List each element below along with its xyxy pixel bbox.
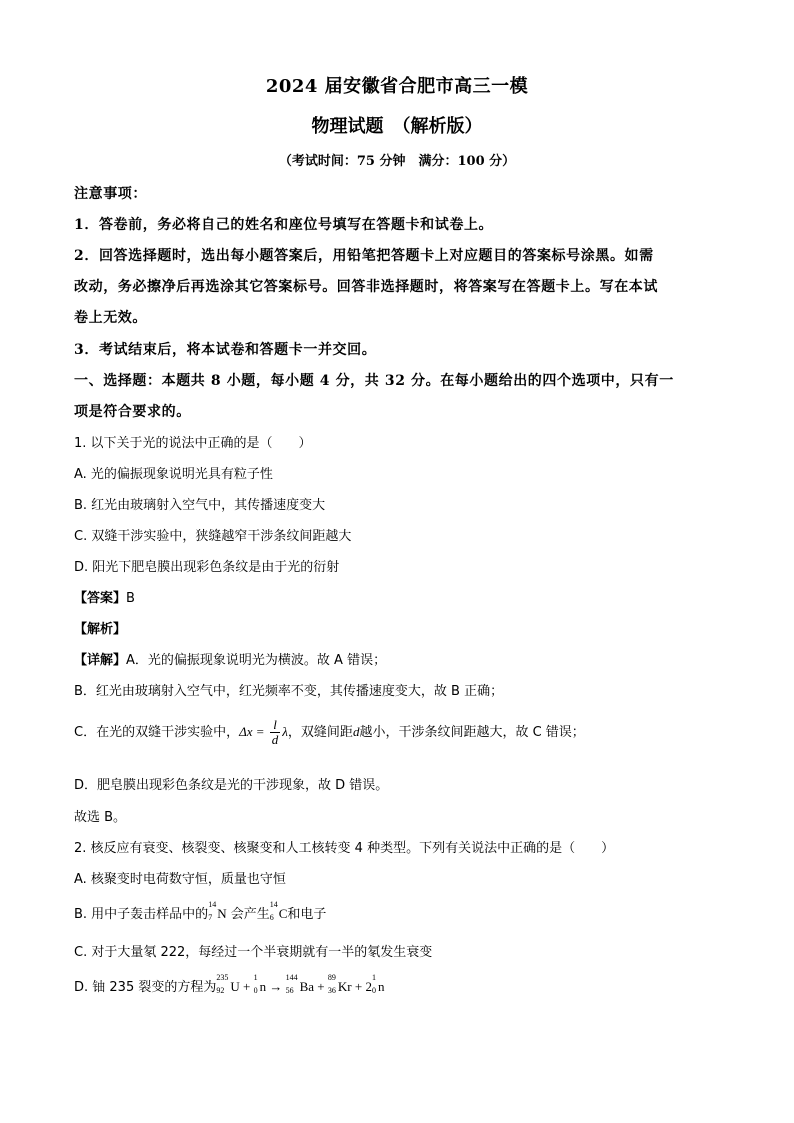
section-heading-line-2: 项是符合要求的。 [74,404,191,420]
question-1-detail-a [74,649,386,668]
question-1-option-c: C. 双缝干涉实验中，狭缝越窄干涉条纹间距越大 [74,529,352,544]
detail-a-text: A．光的偏振现象说明光为横波。故 A 错误； [126,653,387,668]
detail-c-pre: C．在光的双缝干涉实验中， [74,725,240,740]
answer-value: B [126,591,135,606]
question-1-answer [74,587,135,606]
notice-item-1: 1．答卷前，务必将自己的姓名和座位号填写在答题卡和试卷上。 [74,217,494,233]
detail-c-post: ，双缝间距 [287,725,353,740]
question-1-detail-c [74,718,585,747]
question-1-detail-d: D．肥皂膜出现彩色条纹是光的干涉现象，故 D 错误。 [74,778,389,793]
question-2-stem: 2. 核反应有衰变、核裂变、核聚变和人工核转变 4 种类型。下列有关说法中正确的是（ ） [74,841,615,856]
formula-delta-x: Δx = [239,724,268,739]
detail-tag: 【详解】 [74,653,127,668]
detail-c-d: d [352,724,360,739]
nuclide-n14: 14 7 N [208,900,227,922]
question-1-option-d: D. 阳光下肥皂膜出现彩色条纹是由于光的衍射 [74,560,340,575]
notice-item-3: 3．考试结束后，将本试卷和答题卡一并交回。 [74,342,377,358]
answer-tag: 【答案】 [74,591,127,606]
section-heading-line-1: 一、选择题：本题共 8 小题，每小题 4 分，共 32 分。在每小题给出的四个选项中，只有一 [74,373,674,389]
notice-item-2-line-2: 改动，务必擦净后再选涂其它答案标号。回答非选择题时，将答案写在答题卡上。写在本试 [74,279,658,295]
question-1-option-b: B. 红光由玻璃射入空气中，其传播速度变大 [74,498,326,513]
question-1-conclusion: 故选 B。 [74,810,127,825]
question-1-stem: 1. 以下关于光的说法中正确的是（ ） [74,436,312,451]
detail-c-end: 越小，干涉条纹间距越大，故 C 错误； [359,725,585,740]
nuclide-c14: 14 6 C [269,900,288,922]
exam-info: （考试时间：75 分钟 满分：100 分） [278,154,516,169]
question-2-option-d: D. 铀 235 裂变的方程为 235 92 U + 1 0 n → 144 56 Ba + 89 36 Kr + 2 1 0 n [74,973,385,995]
formula-lambda: λ [282,724,288,739]
question-2-option-b: B. 用中子轰击样品中的 14 7 N 会产生 14 6 C和电子 [74,900,327,922]
document-title: 2024 届安徽省合肥市高三一模 [265,76,529,97]
question-2-option-c: C. 对于大量氡 222，每经过一个半衰期就有一半的氡发生衰变 [74,945,433,960]
question-1-option-a: A. 光的偏振现象说明光具有粒子性 [74,467,273,482]
question-1-analysis-tag: 【解析】 [74,622,127,637]
fission-equation: 235 92 U + 1 0 n → 144 56 Ba + 89 36 Kr + 2 1 0 n [216,973,385,995]
question-1-detail-b: B．红光由玻璃射入空气中，红光频率不变，其传播速度变大，故 B 正确； [74,684,504,699]
formula-fraction: $\frac{l}{d}$ [271,717,279,747]
notice-heading: 注意事项： [74,186,147,202]
document-subtitle: 物理试题 （解析版） [311,116,483,137]
question-2-option-a: A. 核聚变时电荷数守恒，质量也守恒 [74,872,286,887]
notice-item-2-line-3: 卷上无效。 [74,310,147,326]
notice-item-2-line-1: 2．回答选择题时，选出每小题答案后，用铅笔把答题卡上对应题目的答案标号涂黑。如需 [74,248,654,264]
